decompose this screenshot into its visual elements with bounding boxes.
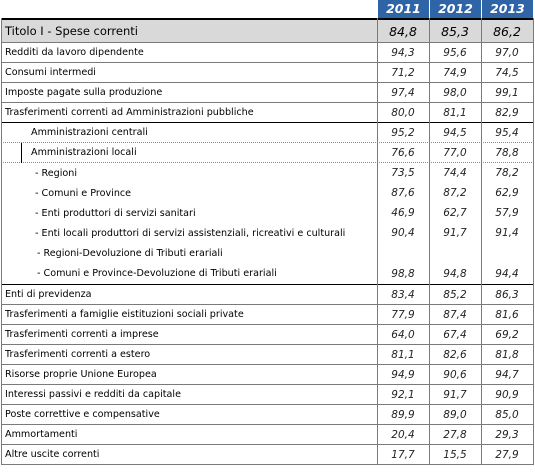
row-value: 97,0: [495, 46, 519, 59]
row-value: 64,0: [391, 328, 415, 341]
row-value: 81,1: [391, 348, 415, 361]
row-label: - Regioni-Devoluzione di Tributi erariali: [37, 247, 223, 259]
row-value: 91,4: [495, 227, 519, 239]
row-label: - Regioni: [35, 167, 78, 179]
row-value: 57,9: [495, 207, 519, 219]
row-value: 94,4: [495, 267, 519, 280]
table-row: [1, 285, 534, 305]
row-label: Redditi da lavoro dipendente: [5, 47, 144, 58]
table-row: [1, 365, 534, 385]
year-header-row: [1, 0, 534, 18]
row-value: 99,1: [495, 86, 519, 99]
row-value: 95,4: [495, 126, 519, 139]
budget-table: [1, 0, 534, 465]
row-value: 67,4: [443, 328, 467, 341]
year-header-2012: 2012: [429, 0, 481, 18]
table-row: [1, 425, 534, 445]
row-label: Ammortamenti: [5, 429, 78, 440]
row-value: 74,4: [443, 167, 467, 179]
row-value: 94,5: [443, 126, 467, 139]
column-divider: [429, 18, 430, 465]
row-value: 71,2: [391, 66, 415, 79]
table-row: [1, 405, 534, 425]
table-row: [1, 325, 534, 345]
row-value: 89,0: [443, 408, 467, 421]
year-header-2013: 2013: [481, 0, 533, 18]
row-value: 90,9: [495, 388, 519, 401]
header-spacer: [1, 0, 377, 18]
row-label: - Comuni e Province-Devoluzione di Tributi erariali: [37, 268, 277, 279]
row-value: 91,7: [443, 388, 467, 401]
row-value: 74,9: [443, 66, 467, 79]
table-right-border: [533, 18, 534, 465]
title-row-label: Titolo I - Spese correnti: [5, 24, 138, 38]
table-row-detail: [1, 163, 534, 183]
row-label: Trasferimenti correnti ad Amministrazioni pubbliche: [5, 107, 254, 118]
table-row-detail: [1, 183, 534, 203]
row-value: 78,2: [495, 167, 519, 179]
row-value: 98,0: [443, 86, 467, 99]
row-label: Trasferimenti correnti a estero: [5, 349, 151, 360]
row-value: 95,2: [391, 126, 415, 139]
row-value: 20,4: [391, 428, 415, 441]
row-value: 89,9: [391, 408, 415, 421]
row-label: Trasferimenti a famiglie eistituzioni sociali private: [5, 309, 244, 320]
row-value: 17,7: [391, 448, 415, 461]
row-label: Poste correttive e compensative: [5, 409, 160, 420]
table-row: [1, 43, 534, 63]
table-row: [1, 305, 534, 325]
table-row-detail: [1, 263, 534, 285]
table-row: [1, 345, 534, 365]
row-value: 83,4: [391, 288, 415, 301]
row-value: 94,9: [391, 368, 415, 381]
row-label: - Enti locali produttori di servizi assistenziali, ricreativi e culturali: [35, 227, 346, 239]
row-value: 87,4: [443, 308, 467, 321]
row-value: 81,8: [495, 348, 519, 361]
row-value: 46,9: [391, 207, 415, 219]
subgroup-bracket: [21, 143, 22, 163]
row-label: Trasferimenti correnti a imprese: [5, 329, 159, 340]
row-value: 76,6: [391, 146, 415, 159]
title-row: [1, 18, 534, 43]
row-value: 94,3: [391, 46, 415, 59]
table-row-subcategory: [1, 143, 534, 163]
row-value: 82,6: [443, 348, 467, 361]
row-value: 85,2: [443, 288, 467, 301]
row-value: 15,5: [443, 448, 467, 461]
row-label: Risorse proprie Unione Europea: [5, 369, 157, 380]
row-value: 90,4: [391, 227, 415, 239]
row-label: Imposte pagate sulla produzione: [5, 87, 163, 98]
row-value: 94,8: [443, 267, 467, 280]
title-row-value: 85,3: [441, 23, 469, 39]
row-value: 74,5: [495, 66, 519, 79]
row-label: Interessi passivi e redditi da capitale: [5, 389, 181, 400]
row-value: 90,6: [443, 368, 467, 381]
row-value: 27,9: [495, 448, 519, 461]
table-row: [1, 103, 534, 123]
row-value: 80,0: [391, 106, 415, 119]
row-value: 92,1: [391, 388, 415, 401]
row-value: 98,8: [391, 267, 415, 280]
row-value: 95,6: [443, 46, 467, 59]
table-left-border: [1, 18, 2, 465]
row-value: 97,4: [391, 86, 415, 99]
row-value: 27,8: [443, 428, 467, 441]
row-value: 86,3: [495, 288, 519, 301]
table-row-detail: [1, 243, 534, 263]
row-label: Enti di previdenza: [5, 289, 92, 300]
row-value: 94,7: [495, 368, 519, 381]
title-row-value: 84,8: [389, 23, 417, 39]
row-value: 91,7: [443, 227, 467, 239]
table-row: [1, 83, 534, 103]
row-value: 87,2: [443, 187, 467, 199]
table-row-detail: [1, 223, 534, 243]
column-divider: [481, 18, 482, 465]
row-label: - Enti produttori di servizi sanitari: [35, 207, 196, 219]
row-value: 62,7: [443, 207, 467, 219]
table-row: [1, 63, 534, 83]
row-value: 87,6: [391, 187, 415, 199]
row-value: 85,0: [495, 408, 519, 421]
row-label: Amministrazioni locali: [31, 147, 137, 158]
table-row: [1, 385, 534, 405]
row-value: 69,2: [495, 328, 519, 341]
row-label: - Comuni e Province: [35, 187, 132, 199]
row-value: 81,1: [443, 106, 467, 119]
row-value: 29,3: [495, 428, 519, 441]
table-row-detail: [1, 203, 534, 223]
table-row: [1, 445, 534, 465]
row-value: 82,9: [495, 106, 519, 119]
title-row-value: 86,2: [493, 23, 521, 39]
table-row-subcategory: [1, 123, 534, 143]
year-header-2011: 2011: [377, 0, 429, 18]
row-value: 77,9: [391, 308, 415, 321]
row-value: 77,0: [443, 146, 467, 159]
row-label: Amministrazioni centrali: [31, 127, 148, 138]
row-value: 78,8: [495, 146, 519, 159]
row-value: 73,5: [391, 167, 415, 179]
row-value: 81,6: [495, 308, 519, 321]
column-divider: [377, 18, 378, 465]
row-label: Consumi intermedi: [5, 67, 96, 78]
row-value: 62,9: [495, 187, 519, 199]
row-label: Altre uscite correnti: [5, 449, 100, 460]
